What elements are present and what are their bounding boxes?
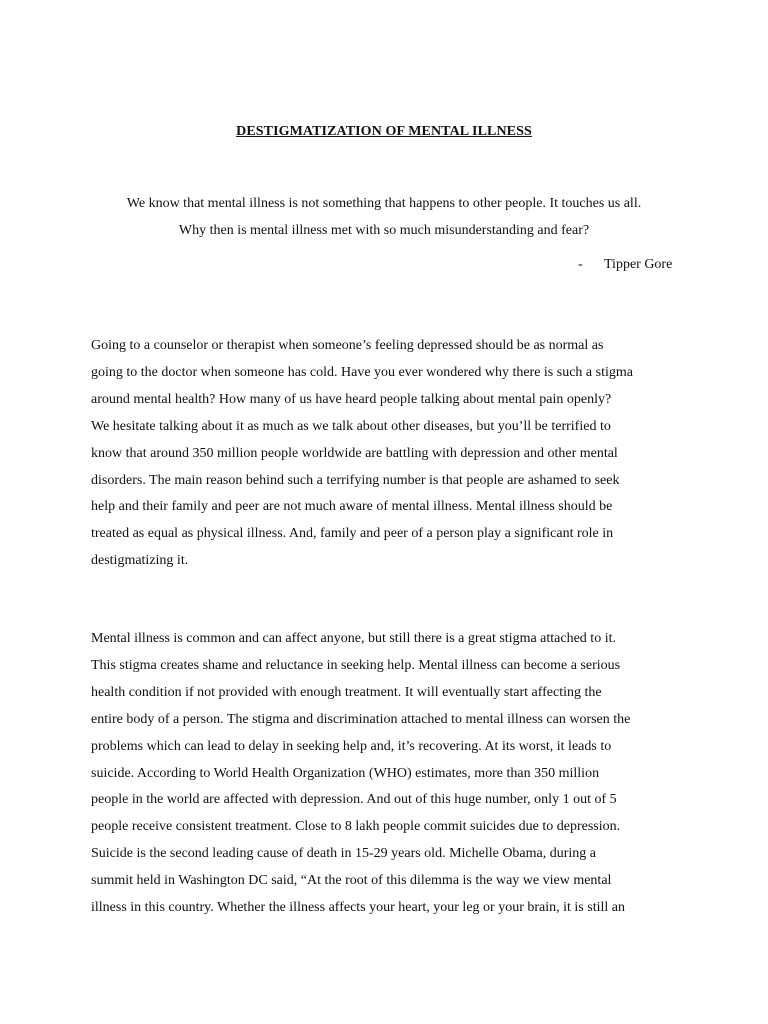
- paragraph-line: treated as equal as physical illness. And, family and peer of a person play a significant role in: [91, 526, 614, 542]
- epigraph-quote: [60, 190, 708, 244]
- paragraph-line: know that around 350 million people worldwide are battling with depression and other mental: [91, 445, 618, 461]
- paragraph-line: health condition if not provided with enough treatment. It will eventually start affecting the: [91, 684, 602, 700]
- attribution-name: Tipper Gore: [604, 257, 673, 272]
- paragraph-line: entire body of a person. The stigma and discrimination attached to mental illness can worsen the: [91, 711, 631, 727]
- paragraph-line: around mental health? How many of us have heard people talking about mental pain openly?: [91, 391, 612, 407]
- paragraph-line: illness in this country. Whether the illness affects your heart, your leg or your brain, it is still an: [91, 900, 625, 916]
- paragraph-line: help and their family and peer are not much aware of mental illness. Mental illness should be: [91, 499, 613, 515]
- paragraph-line: people receive consistent treatment. Close to 8 lakh people commit suicides due to depression.: [91, 819, 621, 835]
- paragraph-line: We hesitate talking about it as much as we talk about other diseases, but you’ll be terrified to: [91, 418, 611, 434]
- paragraph-line: destigmatizing it.: [91, 553, 189, 569]
- attribution-dash: -: [578, 257, 583, 272]
- paragraph-line: people in the world are affected with depression. And out of this huge number, only 1 out of 5: [91, 792, 617, 808]
- paragraph-line: disorders. The main reason behind such a terrifying number is that people are ashamed to seek: [91, 472, 620, 488]
- quote-attribution: [578, 257, 672, 273]
- paragraph-line: going to the doctor when someone has cold. Have you ever wondered why there is such a stigma: [91, 364, 633, 380]
- paragraph-line: summit held in Washington DC said, “At the root of this dilemma is the way we view mental: [91, 873, 612, 889]
- body-paragraph-2: [91, 626, 681, 922]
- paragraph-line: Suicide is the second leading cause of death in 15-29 years old. Michelle Obama, during a: [91, 846, 597, 862]
- paragraph-line: Mental illness is common and can affect anyone, but still there is a great stigma attached to it.: [91, 631, 616, 646]
- document-title: DESTIGMATIZATION OF MENTAL ILLNESS: [236, 124, 532, 139]
- paragraph-line: suicide. According to World Health Organization (WHO) estimates, more than 350 million: [91, 765, 600, 781]
- paragraph-line: problems which can lead to delay in seeking help and, it’s recovering. At its worst, it leads to: [91, 738, 612, 754]
- paragraph-line: Going to a counselor or therapist when someone’s feeling depressed should be as normal as: [91, 338, 604, 353]
- paragraph-line: This stigma creates shame and reluctance in seeking help. Mental illness can become a serious: [91, 657, 621, 673]
- body-paragraph-1: [91, 333, 681, 575]
- quote-line: Why then is mental illness met with so much misunderstanding and fear?: [178, 223, 590, 238]
- quote-line: We know that mental illness is not something that happens to other people. It touches us all.: [126, 196, 642, 211]
